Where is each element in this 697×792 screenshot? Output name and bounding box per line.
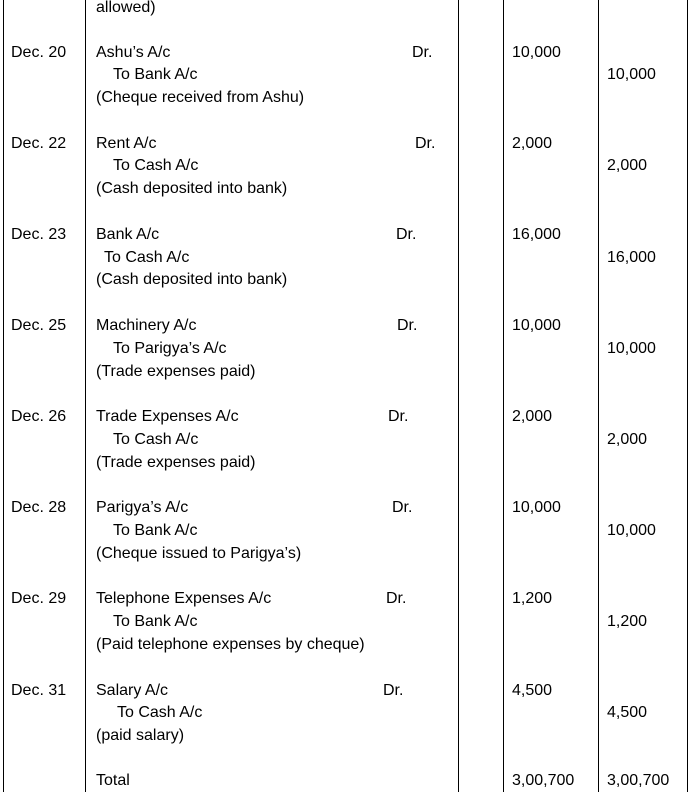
debit-account: Rent A/c xyxy=(96,135,157,152)
credit-amount: 2,000 xyxy=(607,431,648,448)
entry-date: Dec. 25 xyxy=(11,317,67,334)
entry-date: Dec. 26 xyxy=(11,408,67,425)
debit-amount: 1,200 xyxy=(512,590,553,607)
debit-account: Machinery A/c xyxy=(96,317,197,334)
credit-account: To Bank A/c xyxy=(113,522,198,539)
debit-amount: 10,000 xyxy=(512,317,561,334)
dr-label: Dr. xyxy=(415,135,436,152)
credit-account: To Cash A/c xyxy=(113,431,199,448)
dr-label: Dr. xyxy=(392,499,413,516)
credit-amount: 1,200 xyxy=(607,613,648,630)
credit-account: To Parigya’s A/c xyxy=(113,340,227,357)
credit-account: To Bank A/c xyxy=(113,613,198,630)
credit-amount: 16,000 xyxy=(607,249,656,266)
credit-account: To Cash A/c xyxy=(117,704,203,721)
column-rule-date xyxy=(85,0,86,792)
credit-account: To Cash A/c xyxy=(104,249,190,266)
dr-label: Dr. xyxy=(388,408,409,425)
dr-label: Dr. xyxy=(396,226,417,243)
credit-account: To Bank A/c xyxy=(113,66,198,83)
column-rule-right xyxy=(687,0,688,792)
debit-amount: 16,000 xyxy=(512,226,561,243)
debit-account: Ashu’s A/c xyxy=(96,44,171,61)
credit-amount: 10,000 xyxy=(607,522,656,539)
dr-label: Dr. xyxy=(383,682,404,699)
credit-amount: 2,000 xyxy=(607,157,648,174)
debit-account: Parigya’s A/c xyxy=(96,499,189,516)
debit-amount: 2,000 xyxy=(512,408,553,425)
debit-account: Telephone Expenses A/c xyxy=(96,590,272,607)
column-rule-lf xyxy=(503,0,504,792)
total-credit: 3,00,700 xyxy=(607,772,670,789)
credit-account: To Cash A/c xyxy=(113,157,199,174)
credit-amount: 4,500 xyxy=(607,704,648,721)
narration: (Cheque issued to Parigya’s) xyxy=(96,545,302,562)
total-label: Total xyxy=(96,772,130,789)
continuation-text: allowed) xyxy=(96,0,156,16)
dr-label: Dr. xyxy=(386,590,407,607)
entry-date: Dec. 23 xyxy=(11,226,67,243)
debit-account: Salary A/c xyxy=(96,682,169,699)
debit-amount: 2,000 xyxy=(512,135,553,152)
debit-amount: 10,000 xyxy=(512,499,561,516)
debit-account: Bank A/c xyxy=(96,226,160,243)
entry-date: Dec. 31 xyxy=(11,682,67,699)
credit-amount: 10,000 xyxy=(607,66,656,83)
entry-date: Dec. 28 xyxy=(11,499,67,516)
narration: (Cash deposited into bank) xyxy=(96,180,288,197)
column-rule-left xyxy=(3,0,4,792)
narration: (Trade expenses paid) xyxy=(96,454,256,471)
narration: (Paid telephone expenses by cheque) xyxy=(96,636,365,653)
column-rule-particulars xyxy=(458,0,459,792)
narration: (Trade expenses paid) xyxy=(96,363,256,380)
debit-amount: 4,500 xyxy=(512,682,553,699)
narration: (Cheque received from Ashu) xyxy=(96,89,305,106)
dr-label: Dr. xyxy=(397,317,418,334)
total-debit: 3,00,700 xyxy=(512,772,575,789)
dr-label: Dr. xyxy=(412,44,433,61)
narration: (paid salary) xyxy=(96,727,185,744)
narration: (Cash deposited into bank) xyxy=(96,271,288,288)
column-rule-debit xyxy=(598,0,599,792)
debit-amount: 10,000 xyxy=(512,44,561,61)
debit-account: Trade Expenses A/c xyxy=(96,408,239,425)
entry-date: Dec. 20 xyxy=(11,44,67,61)
credit-amount: 10,000 xyxy=(607,340,656,357)
entry-date: Dec. 29 xyxy=(11,590,67,607)
entry-date: Dec. 22 xyxy=(11,135,67,152)
